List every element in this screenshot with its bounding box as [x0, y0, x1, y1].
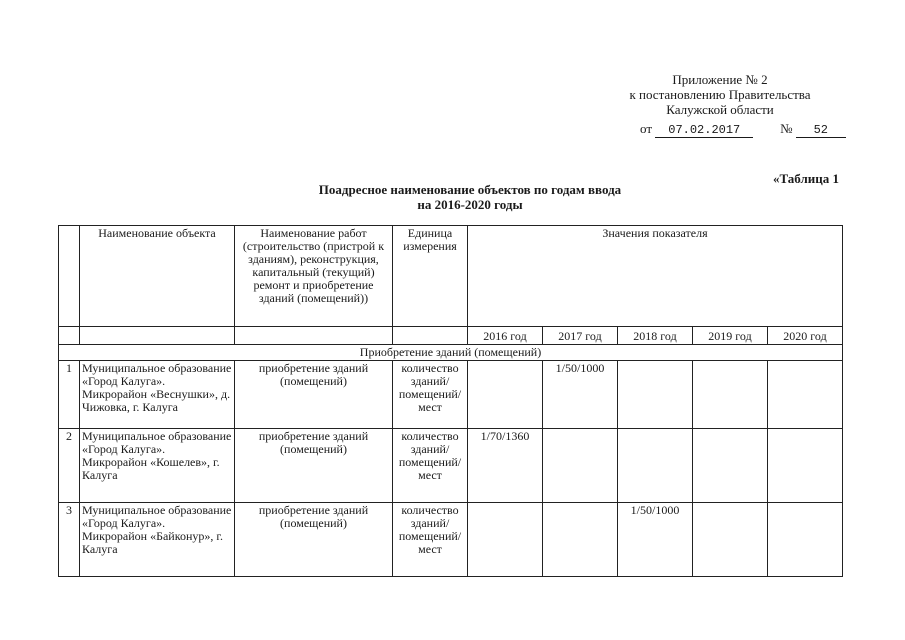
resolution-number: 52: [796, 123, 846, 138]
number-prefix: №: [780, 121, 793, 136]
value-2016: [468, 361, 543, 429]
table-row: [59, 429, 843, 503]
year-2017: 2017 год: [543, 327, 618, 345]
header-unit: Единица измерения: [393, 226, 468, 327]
year-2020: 2020 год: [768, 327, 843, 345]
value-2017: [543, 429, 618, 503]
years-empty: [80, 327, 235, 345]
year-2016: 2016 год: [468, 327, 543, 345]
appendix-header: [600, 72, 840, 117]
work-type: приобретение зданий (помещений): [235, 429, 393, 503]
appendix-title: Приложение № 2: [672, 72, 768, 87]
header-works: Наименование работ (строительство (пристрой к зданиям), реконструкция, капитальный (текущий) ремонт и приобретение зданий (помещений)): [235, 226, 393, 327]
object-name: Муниципальное образование «Город Калуга». Микрорайон «Веснушки», д. Чижовка, г. Калуга: [80, 361, 235, 429]
value-2019: [693, 503, 768, 577]
years-empty: [235, 327, 393, 345]
unit-cell: количество зданий/ помещений/ мест: [393, 361, 468, 429]
table-row: [59, 503, 843, 577]
value-2020: [768, 361, 843, 429]
value-2020: [768, 503, 843, 577]
work-type: приобретение зданий (помещений): [235, 361, 393, 429]
object-name: Муниципальное образование «Город Калуга». Микрорайон «Кошелев», г. Калуга: [80, 429, 235, 503]
date-prefix: от: [640, 121, 653, 136]
table-row: [59, 361, 843, 429]
value-2016: [468, 503, 543, 577]
years-empty: [393, 327, 468, 345]
objects-table: [58, 225, 843, 577]
appendix-region: Калужской области: [666, 102, 774, 117]
document-title: [220, 182, 720, 212]
resolution-date-number: [640, 121, 846, 138]
title-line-1: Поадресное наименование объектов по годам ввода: [318, 182, 622, 197]
unit-cell: количество зданий/ помещений/ мест: [393, 503, 468, 577]
header-num-cell: [59, 226, 80, 327]
section-title: Приобретение зданий (помещений): [59, 345, 843, 361]
value-2020: [768, 429, 843, 503]
value-2017: 1/50/1000: [543, 361, 618, 429]
title-line-2: на 2016-2020 годы: [417, 197, 523, 212]
row-number: 2: [59, 429, 80, 503]
header-object-name: Наименование объекта: [80, 226, 235, 327]
work-type: приобретение зданий (помещений): [235, 503, 393, 577]
value-2019: [693, 361, 768, 429]
value-2019: [693, 429, 768, 503]
year-2018: 2018 год: [618, 327, 693, 345]
header-values: Значения показателя: [468, 226, 843, 327]
value-2016: 1/70/1360: [468, 429, 543, 503]
unit-cell: количество зданий/ помещений/ мест: [393, 429, 468, 503]
row-number: 3: [59, 503, 80, 577]
value-2017: [543, 503, 618, 577]
years-empty: [59, 327, 80, 345]
object-name: Муниципальное образование «Город Калуга». Микрорайон «Байконур», г. Калуга: [80, 503, 235, 577]
table-label: «Таблица 1: [772, 171, 839, 186]
row-number: 1: [59, 361, 80, 429]
section-row: [59, 345, 843, 361]
value-2018: 1/50/1000: [618, 503, 693, 577]
header-row: [59, 226, 843, 327]
year-2019: 2019 год: [693, 327, 768, 345]
years-row: [59, 327, 843, 345]
resolution-date: 07.02.2017: [655, 123, 753, 138]
value-2018: [618, 361, 693, 429]
appendix-resolution: к постановлению Правительства: [629, 87, 811, 102]
value-2018: [618, 429, 693, 503]
